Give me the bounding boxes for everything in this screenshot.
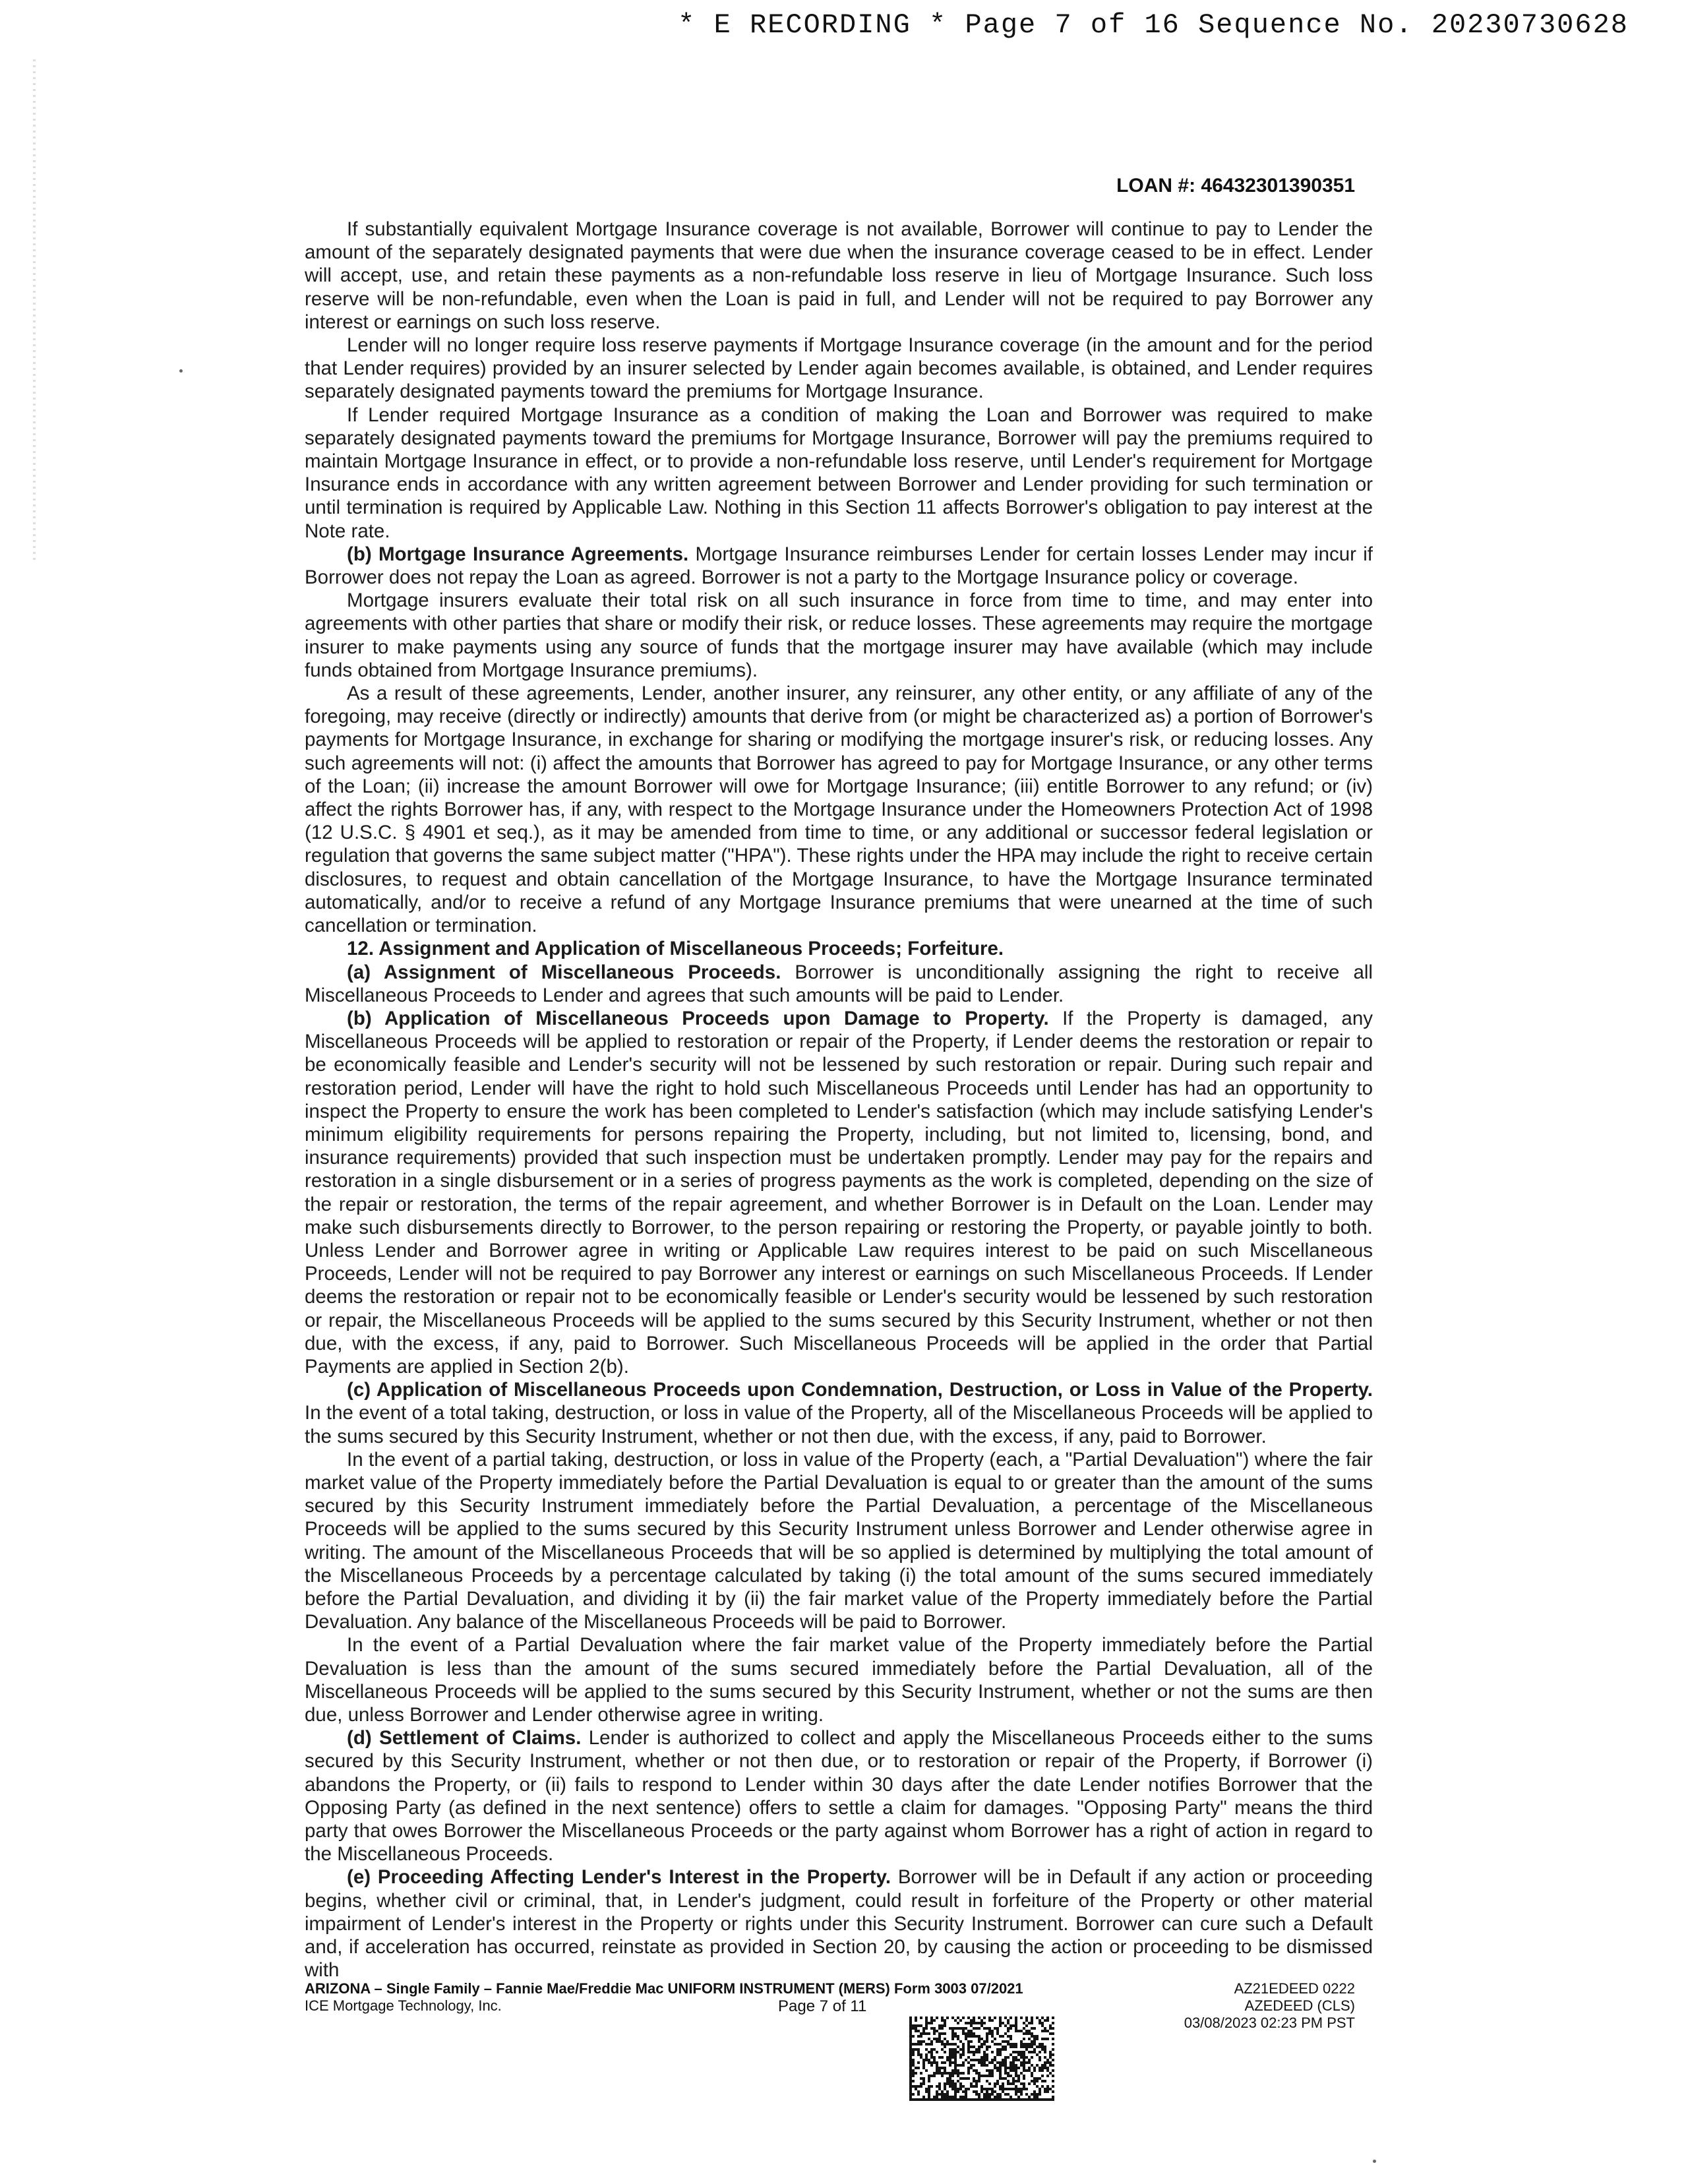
footer-doc-type: AZEDEED (CLS) [1244, 1997, 1355, 2014]
paragraph: Lender will no longer require loss reserve payments if Mortgage Insurance coverage (in the amount and for the period that Lender requires) provided by an insurer selected by Lender again becomes available, is obtained, and Lender requires separately designated payments toward the premiums for Mortgage Insurance. [305, 334, 1373, 403]
scan-speck [179, 369, 183, 373]
scan-artifact-dots [33, 59, 36, 561]
footer-page-number: Page 7 of 11 [778, 1997, 867, 2015]
loan-number: LOAN #: 46432301390351 [1116, 175, 1355, 197]
footer-company: ICE Mortgage Technology, Inc. [305, 1997, 502, 2014]
paragraph: If substantially equivalent Mortgage Insurance coverage is not available, Borrower will continue to pay to Lender the amount of the separately designated payments that were due when the insurance coverage ceased to be in effect. Lender will accept, use, and retain these payments as a non-refundable loss reserve in lieu of Mortgage Insurance. Such loss reserve will be non-refundable, even when the Loan is paid in full, and Lender will not be required to pay Borrower any interest or earnings on such loss reserve. [305, 218, 1373, 333]
paragraph [305, 1007, 1373, 1378]
paragraph-text: Borrower will be in Default if any action or proceeding begins, whether civil or criminal, that, in Lender's judgment, could result in forfeiture of the Property or other material impairment of Lender's interest in the Property or rights under this Security Instrument. Borrower can cure such a Default and, if acceleration has occurred, reinstate as provided in Section 20, by causing the action or proceeding to be dismissed with [305, 1866, 1373, 1982]
2d-barcode-icon [909, 2017, 1055, 2101]
paragraph [305, 1378, 1373, 1448]
subsection-heading: (e) Proceeding Affecting Lender's Interest in the Property. [347, 1866, 891, 1889]
paragraph [305, 543, 1373, 589]
footer-doc-info [1184, 1980, 1355, 2032]
paragraph-text: Mortgage Insurance reimburses Lender for certain losses Lender may incur if Borrower does not repay the Loan as agreed. Borrower is not a party to the Mortgage Insurance policy or coverage. [305, 543, 1373, 589]
subsection-heading: (d) Settlement of Claims. [347, 1727, 582, 1749]
footer-timestamp: 03/08/2023 02:23 PM PST [1184, 2015, 1355, 2031]
scan-speck [1373, 2160, 1376, 2163]
subsection-heading: (b) Mortgage Insurance Agreements. [347, 543, 689, 565]
footer-form-info [305, 1980, 1023, 2015]
subsection-heading: (a) Assignment of Miscellaneous Proceeds. [347, 961, 781, 983]
paragraph: Mortgage insurers evaluate their total risk on all such insurance in force from time to time, and may enter into agreements with other parties that share or modify their risk, or reduce losses. These agreements may require the mortgage insurer to make payments using any source of funds that the mortgage insurer may have available (which may include funds obtained from Mortgage Insurance premiums). [305, 590, 1373, 681]
paragraph [305, 1866, 1373, 1982]
paragraph: If Lender required Mortgage Insurance as a condition of making the Loan and Borrower was required to make separately designated payments toward the premiums for Mortgage Insurance, Borrower will pay the premiums required to maintain Mortgage Insurance in effect, or to provide a non-refundable loss reserve, until Lender's requirement for Mortgage Insurance ends in accordance with any written agreement between Borrower and Lender providing for such termination or until termination is required by Applicable Law. Nothing in this Section 11 affects Borrower's obligation to pay interest at the Note rate. [305, 404, 1373, 542]
paragraph-text: If the Property is damaged, any Miscellaneous Proceeds will be applied to restoration or repair of the Property, if Lender deems the restoration or repair to be economically feasible and Lender's security will not be lessened by such restoration or repair. During such repair and restoration period, Lender will have the right to hold such Miscellaneous Proceeds until Lender has had an opportunity to inspect the Property to ensure the work has been completed to Lender's satisfaction (which may include satisfying Lender's minimum eligibility requirements for persons repairing the Property, including, but not limited to, licensing, bond, and insurance requirements) provided that such inspection must be undertaken promptly. Lender may pay for the repairs and restoration in a single disbursement or in a series of progress payments as the work is completed, depending on the size of the repair or restoration, the terms of the repair agreement, and whether Borrower is in Default on the Loan. Lender may make such disbursements directly to Borrower, to the person repairing or restoring the Property, or payable jointly to both. Unless Lender and Borrower agree in writing or Applicable Law requires interest to be paid on such Miscellaneous Proceeds, Lender will not be required to pay Borrower any interest or earnings on such Miscellaneous Proceeds. If Lender deems the restoration or repair not to be economically feasible or Lender's security would be lessened by such restoration or repair, the Miscellaneous Proceeds will be applied to the sums secured by this Security Instrument, whether or not then due, with the excess, if any, paid to Borrower. Such Miscellaneous Proceeds will be applied in the order that Partial Payments are applied in Section 2(b). [305, 1007, 1373, 1378]
recording-header: * E RECORDING * Page 7 of 16 Sequence No. 20230730628 [678, 9, 1629, 41]
document-body [305, 218, 1373, 1982]
subsection-heading: (c) Application of Miscellaneous Proceeds upon Condemnation, Destruction, or Loss in Value of the Property. [347, 1379, 1373, 1401]
paragraph: In the event of a Partial Devaluation where the fair market value of the Property immediately before the Partial Devaluation is less than the amount of the sums secured immediately before the Partial Devaluation, all of the Miscellaneous Proceeds will be applied to the sums secured by this Security Instrument, whether or not the sums are then due, unless Borrower and Lender otherwise agree in writing. [305, 1634, 1373, 1726]
subsection-heading: (b) Application of Miscellaneous Proceeds upon Damage to Property. [347, 1007, 1049, 1029]
paragraph-text: In the event of a total taking, destruction, or loss in value of the Property, all of the Miscellaneous Proceeds will be applied to the sums secured by this Security Instrument, whether or not then due, with the excess, if any, paid to Borrower. [305, 1402, 1373, 1447]
section-heading: 12. Assignment and Application of Miscellaneous Proceeds; Forfeiture. [347, 938, 1004, 960]
paragraph-text: Lender is authorized to collect and apply the Miscellaneous Proceeds either to the sums secured by this Security Instrument, whether or not then due, or to restoration or repair of the Property, if Borrower (i) abandons the Property, or (ii) fails to respond to Lender within 30 days after the date Lender notifies Borrower that the Opposing Party (as defined in the next sentence) offers to settle a claim for damages. "Opposing Party" means the third party that owes Borrower the Miscellaneous Proceeds or the party against whom Borrower has a right of action in regard to the Miscellaneous Proceeds. [305, 1727, 1373, 1866]
paragraph: In the event of a partial taking, destruction, or loss in value of the Property (each, a "Partial Devaluation") where the fair market value of the Property immediately before the Partial Devaluation is equal to or greater than the amount of the sums secured by this Security Instrument immediately before the Partial Devaluation, a percentage of the Miscellaneous Proceeds will be applied to the sums secured by this Security Instrument unless Borrower and Lender otherwise agree in writing. The amount of the Miscellaneous Proceeds that will be so applied is determined by multiplying the total amount of the Miscellaneous Proceeds by a percentage calculated by taking (i) the total amount of the sums secured immediately before the Partial Devaluation, and dividing it by (ii) the fair market value of the Property immediately before the Partial Devaluation. Any balance of the Miscellaneous Proceeds will be paid to Borrower. [305, 1448, 1373, 1633]
footer-form-title: ARIZONA – Single Family – Fannie Mae/Freddie Mac UNIFORM INSTRUMENT (MERS) Form 3003 07/2021 [305, 1980, 1023, 1997]
paragraph: As a result of these agreements, Lender, another insurer, any reinsurer, any other entity, or any affiliate of any of the foregoing, may receive (directly or indirectly) amounts that derive from (or might be characterized as) a portion of Borrower's payments for Mortgage Insurance, in exchange for sharing or modifying the mortgage insurer's risk, or reducing losses. Any such agreements will not: (i) affect the amounts that Borrower has agreed to pay for Mortgage Insurance, or any other terms of the Loan; (ii) increase the amount Borrower will owe for Mortgage Insurance; (iii) entitle Borrower to any refund; or (iv) affect the rights Borrower has, if any, with respect to the Mortgage Insurance under the Homeowners Protection Act of 1998 (12 U.S.C. § 4901 et seq.), as it may be amended from time to time, or any additional or successor federal legislation or regulation that governs the same subject matter ("HPA"). These rights under the HPA may include the right to receive certain disclosures, to request and obtain cancellation of the Mortgage Insurance, to have the Mortgage Insurance terminated automatically, and/or to receive a refund of any Mortgage Insurance premiums that were unearned at the time of such cancellation or termination. [305, 682, 1373, 937]
paragraph [305, 961, 1373, 1007]
paragraph-text: Borrower is unconditionally assigning the right to receive all Miscellaneous Proceeds to Lender and agrees that such amounts will be paid to Lender. [305, 961, 1373, 1006]
footer-doc-code: AZ21EDEED 0222 [1234, 1980, 1355, 1997]
paragraph [305, 1726, 1373, 1866]
